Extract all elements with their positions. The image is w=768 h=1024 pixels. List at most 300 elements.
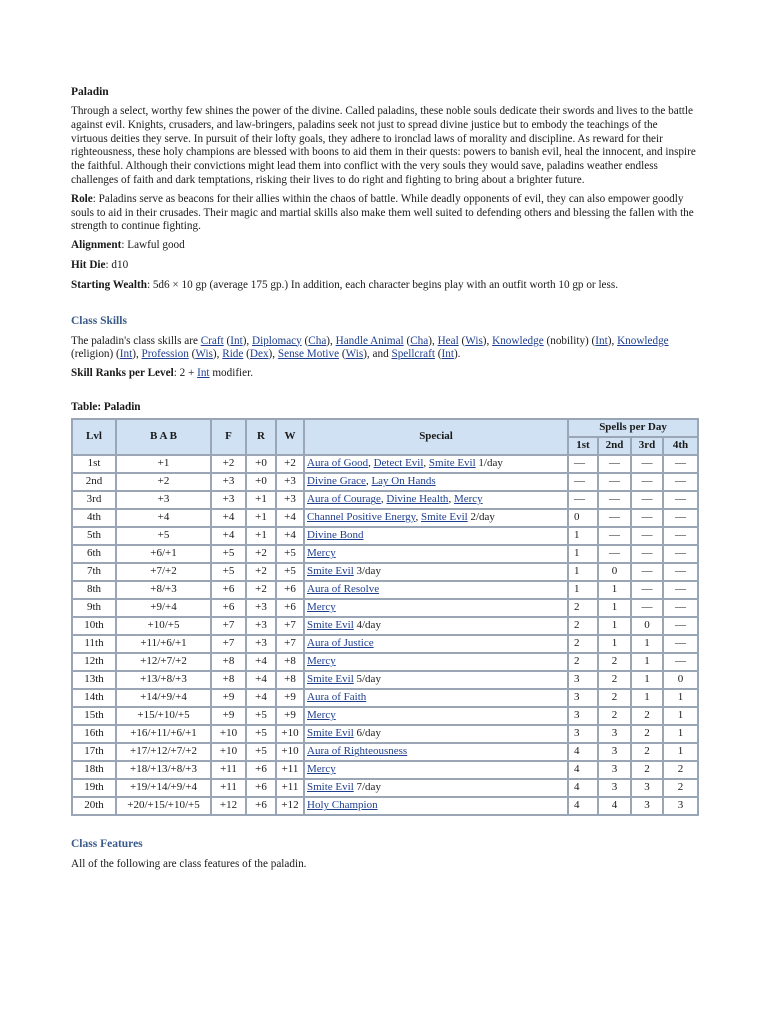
cell-ref: +2	[246, 545, 276, 563]
cell-spells-4th: 1	[663, 707, 698, 725]
cell-ref: +1	[246, 491, 276, 509]
cell-level: 16th	[72, 725, 116, 743]
cell-fort: +5	[211, 545, 246, 563]
ability-link-wis[interactable]: Wis	[465, 334, 483, 347]
cell-special	[304, 761, 568, 779]
table-body	[72, 455, 698, 815]
cell-will: +10	[276, 743, 304, 761]
special-text: ,	[380, 493, 387, 506]
cell-level: 20th	[72, 797, 116, 815]
cell-special	[304, 653, 568, 671]
cell-level: 17th	[72, 743, 116, 761]
cell-spells-3rd: —	[631, 491, 663, 509]
special-ability-link[interactable]: Aura of Courage	[307, 493, 381, 506]
skill-ranks-line	[71, 367, 697, 381]
cell-spells-1st: 4	[568, 761, 598, 779]
cell-spells-4th: —	[663, 599, 698, 617]
header-bab: B A B	[116, 419, 211, 455]
skill-link-heal[interactable]: Heal	[437, 334, 459, 347]
special-text: ,	[368, 457, 374, 470]
cell-spells-1st: 1	[568, 563, 598, 581]
cell-spells-1st: —	[568, 491, 598, 509]
cell-spells-2nd: 3	[598, 779, 631, 797]
cell-special	[304, 455, 568, 473]
header-will: W	[276, 419, 304, 455]
cell-spells-4th: —	[663, 563, 698, 581]
cell-special	[304, 581, 568, 599]
cell-will: +11	[276, 779, 304, 797]
special-text: 7/day	[353, 781, 381, 794]
ability-link-dex[interactable]: Dex	[249, 348, 269, 361]
cell-spells-1st: 4	[568, 779, 598, 797]
cell-ref: +4	[246, 689, 276, 707]
cell-bab: +18/+13/+8/+3	[116, 761, 211, 779]
cell-spells-3rd: 1	[631, 635, 663, 653]
page-title: Paladin	[71, 86, 109, 98]
cell-ref: +3	[246, 635, 276, 653]
skill-link-handle-animal[interactable]: Handle Animal	[335, 334, 404, 347]
special-text: ,	[365, 475, 372, 488]
header-fort: F	[211, 419, 246, 455]
cell-bab: +8/+3	[116, 581, 211, 599]
skill-link-sense-motive[interactable]: Sense Motive	[277, 348, 340, 361]
cell-spells-3rd: —	[631, 509, 663, 527]
special-ability-link[interactable]: Aura of Justice	[307, 637, 374, 650]
special-ability-link[interactable]: Smite Evil	[307, 673, 354, 686]
cell-spells-2nd: —	[598, 527, 631, 545]
cell-spells-1st: 1	[568, 545, 598, 563]
cell-level: 5th	[72, 527, 116, 545]
class-skills-paragraph: The paladin's class skills are Craft (Int), Diplomacy (Cha), Handle Animal (Cha), Heal (Wis), Knowledge (nobility) (Int), Knowledge (religion) (Int), Profession (Wis), Ride (Dex), Sense Motive (Wis), and Spellcraft (Int).	[71, 334, 669, 361]
cell-spells-4th: —	[663, 527, 698, 545]
cell-fort: +12	[211, 797, 246, 815]
table-row	[72, 491, 698, 509]
cell-spells-4th: —	[663, 581, 698, 599]
cell-bab: +16/+11/+6/+1	[116, 725, 211, 743]
special-ability-link[interactable]: Divine Grace	[307, 475, 366, 488]
cell-level: 3rd	[72, 491, 116, 509]
class-skills-heading: Class Skills	[71, 314, 127, 327]
cell-level: 14th	[72, 689, 116, 707]
cell-special	[304, 545, 568, 563]
special-ability-link[interactable]: Detect Evil	[373, 457, 424, 470]
special-text: ,	[415, 511, 421, 524]
special-ability-link[interactable]: Smite Evil	[420, 511, 468, 524]
cell-spells-1st: 4	[568, 797, 598, 815]
cell-spells-2nd: —	[598, 491, 631, 509]
cell-fort: +7	[211, 617, 246, 635]
cell-special	[304, 707, 568, 725]
cell-spells-1st: 1	[568, 581, 598, 599]
cell-fort: +3	[211, 491, 246, 509]
cell-special	[304, 473, 568, 491]
cell-bab: +10/+5	[116, 617, 211, 635]
skills-end-text: ).	[453, 348, 461, 361]
table-row	[72, 743, 698, 761]
cell-spells-3rd: 2	[631, 725, 663, 743]
cell-fort: +4	[211, 509, 246, 527]
ability-link-cha[interactable]: Cha	[308, 334, 327, 347]
table-row	[72, 527, 698, 545]
cell-spells-2nd: 3	[598, 743, 631, 761]
cell-will: +12	[276, 797, 304, 815]
special-ability-link[interactable]: Mercy	[307, 709, 336, 722]
cell-spells-4th: 3	[663, 797, 698, 815]
cell-spells-3rd: —	[631, 455, 663, 473]
cell-will: +7	[276, 617, 304, 635]
cell-spells-1st: 2	[568, 599, 598, 617]
cell-spells-2nd: —	[598, 455, 631, 473]
special-ability-link[interactable]: Holy Champion	[307, 799, 378, 812]
cell-spells-2nd: 2	[598, 689, 631, 707]
cell-spells-1st: 3	[568, 689, 598, 707]
cell-special	[304, 779, 568, 797]
special-ability-link[interactable]: Aura of Righteousness	[307, 745, 408, 758]
skill-link-craft[interactable]: Craft	[200, 334, 224, 347]
skill-link-profession[interactable]: Profession	[141, 348, 189, 361]
cell-spells-4th: 1	[663, 743, 698, 761]
skill-ranks-label: Skill Ranks per Level	[71, 367, 174, 380]
cell-spells-2nd: 1	[598, 599, 631, 617]
cell-spells-3rd: 0	[631, 617, 663, 635]
cell-bab: +5	[116, 527, 211, 545]
cell-bab: +13/+8/+3	[116, 671, 211, 689]
cell-level: 9th	[72, 599, 116, 617]
special-text: ,	[423, 457, 429, 470]
alignment-label: Alignment	[71, 239, 122, 252]
skill-link-spellcraft[interactable]: Spellcraft	[391, 348, 435, 361]
cell-ref: +1	[246, 509, 276, 527]
cell-spells-2nd: 2	[598, 707, 631, 725]
header-spell-2nd: 2nd	[598, 437, 631, 455]
cell-spells-1st: 3	[568, 725, 598, 743]
cell-spells-2nd: 1	[598, 617, 631, 635]
table-row	[72, 689, 698, 707]
cell-special	[304, 797, 568, 815]
cell-fort: +10	[211, 725, 246, 743]
cell-special	[304, 491, 568, 509]
special-ability-link[interactable]: Aura of Resolve	[307, 583, 380, 596]
cell-spells-1st: 3	[568, 671, 598, 689]
cell-ref: +2	[246, 563, 276, 581]
cell-special	[304, 635, 568, 653]
ability-link-wis[interactable]: Wis	[345, 348, 364, 361]
table-row	[72, 617, 698, 635]
table-row	[72, 473, 698, 491]
cell-level: 2nd	[72, 473, 116, 491]
cell-ref: +5	[246, 743, 276, 761]
special-ability-link[interactable]: Smite Evil	[307, 565, 354, 578]
cell-will: +7	[276, 635, 304, 653]
header-lvl: Lvl	[72, 419, 116, 455]
starting-wealth-label: Starting Wealth	[71, 278, 147, 291]
header-spell-4th: 4th	[663, 437, 698, 455]
cell-spells-1st: 0	[568, 509, 598, 527]
cell-spells-1st: 2	[568, 653, 598, 671]
cell-level: 18th	[72, 761, 116, 779]
cell-fort: +9	[211, 689, 246, 707]
cell-spells-2nd: 1	[598, 581, 631, 599]
ability-link-int[interactable]: Int	[441, 348, 454, 361]
special-ability-link[interactable]: Mercy	[307, 547, 336, 560]
ability-link-cha[interactable]: Cha	[410, 334, 429, 347]
cell-spells-3rd: 3	[631, 797, 663, 815]
cell-ref: +6	[246, 761, 276, 779]
special-ability-link[interactable]: Mercy	[307, 655, 336, 668]
skills-intro-text: The paladin's class skills are	[71, 334, 201, 347]
special-ability-link[interactable]: Aura of Faith	[307, 691, 367, 704]
cell-fort: +10	[211, 743, 246, 761]
cell-will: +3	[276, 491, 304, 509]
cell-level: 13th	[72, 671, 116, 689]
cell-ref: +3	[246, 617, 276, 635]
cell-fort: +8	[211, 653, 246, 671]
special-ability-link[interactable]: Mercy	[307, 763, 336, 776]
table-row	[72, 671, 698, 689]
cell-spells-3rd: 1	[631, 653, 663, 671]
cell-spells-3rd: —	[631, 545, 663, 563]
cell-spells-2nd: —	[598, 509, 631, 527]
hit-die-label: Hit Die	[71, 258, 106, 271]
skill-link-ride[interactable]: Ride	[222, 348, 244, 361]
header-spell-3rd: 3rd	[631, 437, 663, 455]
special-ability-link[interactable]: Smite Evil	[307, 619, 354, 632]
cell-bab: +15/+10/+5	[116, 707, 211, 725]
cell-spells-3rd: —	[631, 527, 663, 545]
cell-special	[304, 725, 568, 743]
class-features-text: All of the following are class features of the paladin.	[71, 857, 307, 870]
special-ability-link[interactable]: Aura of Good	[307, 457, 369, 470]
cell-will: +8	[276, 671, 304, 689]
skills-religion-text: (religion) (	[71, 348, 120, 361]
cell-fort: +5	[211, 563, 246, 581]
cell-special	[304, 671, 568, 689]
cell-ref: +4	[246, 671, 276, 689]
header-ref: R	[246, 419, 276, 455]
cell-special	[304, 509, 568, 527]
special-ability-link[interactable]: Smite Evil	[428, 457, 476, 470]
cell-bab: +11/+6/+1	[116, 635, 211, 653]
cell-spells-4th: —	[663, 635, 698, 653]
cell-spells-4th: 2	[663, 761, 698, 779]
cell-spells-4th: —	[663, 653, 698, 671]
table-row	[72, 599, 698, 617]
cell-spells-1st: 4	[568, 743, 598, 761]
cell-spells-1st: —	[568, 473, 598, 491]
cell-bab: +3	[116, 491, 211, 509]
cell-will: +11	[276, 761, 304, 779]
skill-link-knowledge-religion[interactable]: Knowledge	[617, 334, 669, 347]
cell-will: +4	[276, 527, 304, 545]
ability-link-int[interactable]: Int	[595, 334, 608, 347]
ability-link-int[interactable]: Int	[197, 367, 210, 380]
cell-spells-1st: 2	[568, 635, 598, 653]
table-row	[72, 509, 698, 527]
special-ability-link[interactable]: Smite Evil	[307, 727, 354, 740]
table-row	[72, 563, 698, 581]
cell-fort: +7	[211, 635, 246, 653]
intro-paragraph: Through a select, worthy few shines the power of the divine. Called paladins, these noble souls dedicate their swords and lives to the battle against evil. Knights, crusaders, and law-bringers, paladins seek not just to spread divine justice but to embody the teachings of the virtuous deities they serve. In pursuit of their lofty goals, they adhere to ironclad laws of morality and discipline. As reward for their righteousness, these holy champions are blessed with boons to aid them in their quests: powers to banish evil, heal the innocent, and inspire the faithful. Although their convictions might lead them into conflict with the very souls they would save, paladins weather endless challenges of faith and dark temptations, risking their lives to do right and fighting to bring about a brighter future.	[71, 105, 696, 186]
cell-spells-4th: 1	[663, 689, 698, 707]
cell-spells-4th: —	[663, 509, 698, 527]
cell-bab: +14/+9/+4	[116, 689, 211, 707]
header-special: Special	[304, 419, 568, 455]
cell-fort: +11	[211, 779, 246, 797]
skill-ranks-suffix: modifier.	[209, 367, 254, 380]
skill-link-diplomacy[interactable]: Diplomacy	[252, 334, 302, 347]
cell-bab: +20/+15/+10/+5	[116, 797, 211, 815]
cell-will: +4	[276, 509, 304, 527]
cell-spells-4th: —	[663, 473, 698, 491]
cell-spells-4th: 2	[663, 779, 698, 797]
cell-bab: +7/+2	[116, 563, 211, 581]
role-text: : Paladins serve as beacons for their allies within the chaos of battle. While deadly opponents of evil, they can also empower goodly souls to aid in their crusades. Their magic and martial skills also make them well suited to defending others and blessing the fallen with the strength to continue fighting.	[71, 192, 694, 233]
skill-link-knowledge-nobility[interactable]: Knowledge	[492, 334, 544, 347]
cell-will: +6	[276, 599, 304, 617]
cell-spells-2nd: —	[598, 545, 631, 563]
cell-spells-2nd: 3	[598, 725, 631, 743]
special-text: 4/day	[353, 619, 381, 632]
cell-fort: +11	[211, 761, 246, 779]
alignment-text: : Lawful good	[121, 239, 185, 252]
special-text: 6/day	[353, 727, 381, 740]
cell-spells-4th: —	[663, 455, 698, 473]
starting-wealth-text: : 5d6 × 10 gp (average 175 gp.) In addition, each character begins play with an outfit worth 10 gp or less.	[146, 278, 619, 291]
cell-spells-3rd: 2	[631, 743, 663, 761]
alignment-line	[71, 239, 697, 253]
special-text: 1/day	[475, 457, 503, 470]
cell-spells-3rd: 1	[631, 671, 663, 689]
special-ability-link[interactable]: Mercy	[453, 493, 483, 506]
cell-spells-1st: 2	[568, 617, 598, 635]
cell-spells-3rd: —	[631, 599, 663, 617]
skill-ranks-prefix: : 2 +	[173, 367, 198, 380]
table-caption: Table: Paladin	[71, 400, 141, 413]
cell-special	[304, 563, 568, 581]
cell-spells-3rd: 1	[631, 689, 663, 707]
cell-spells-2nd: 3	[598, 761, 631, 779]
cell-special	[304, 617, 568, 635]
cell-spells-2nd: 4	[598, 797, 631, 815]
cell-level: 6th	[72, 545, 116, 563]
cell-will: +10	[276, 725, 304, 743]
cell-fort: +3	[211, 473, 246, 491]
cell-will: +9	[276, 689, 304, 707]
table-row	[72, 797, 698, 815]
cell-special	[304, 689, 568, 707]
cell-fort: +6	[211, 581, 246, 599]
special-ability-link[interactable]: Smite Evil	[307, 781, 354, 794]
paladin-table	[71, 418, 699, 816]
skills-nobility-text: (nobility) (	[543, 334, 596, 347]
cell-fort: +9	[211, 707, 246, 725]
role-paragraph	[71, 193, 697, 234]
table-row	[72, 581, 698, 599]
header-spell-1st: 1st	[568, 437, 598, 455]
special-text: ,	[448, 493, 454, 506]
cell-level: 1st	[72, 455, 116, 473]
special-ability-link[interactable]: Divine Health	[386, 493, 449, 506]
cell-bab: +17/+12/+7/+2	[116, 743, 211, 761]
cell-ref: +6	[246, 779, 276, 797]
cell-bab: +12/+7/+2	[116, 653, 211, 671]
special-ability-link[interactable]: Mercy	[307, 601, 336, 614]
cell-ref: +4	[246, 653, 276, 671]
cell-fort: +8	[211, 671, 246, 689]
cell-level: 7th	[72, 563, 116, 581]
ability-link-int[interactable]: Int	[230, 334, 243, 347]
cell-special	[304, 527, 568, 545]
special-text: 2/day	[467, 511, 495, 524]
table-row	[72, 707, 698, 725]
skills-and-text: ), and	[363, 348, 392, 361]
cell-spells-2nd: 2	[598, 653, 631, 671]
cell-will: +6	[276, 581, 304, 599]
special-ability-link[interactable]: Divine Bond	[307, 529, 364, 542]
special-ability-link[interactable]: Channel Positive Energy	[307, 511, 416, 524]
cell-bab: +9/+4	[116, 599, 211, 617]
cell-level: 4th	[72, 509, 116, 527]
ability-link-wis[interactable]: Wis	[195, 348, 213, 361]
role-label: Role	[71, 192, 93, 205]
starting-wealth-line	[71, 279, 697, 293]
table-row	[72, 635, 698, 653]
table-row	[72, 455, 698, 473]
cell-spells-4th: 1	[663, 725, 698, 743]
table-row	[72, 761, 698, 779]
cell-spells-4th: —	[663, 545, 698, 563]
cell-spells-4th: —	[663, 617, 698, 635]
hit-die-text: : d10	[105, 258, 129, 271]
cell-level: 8th	[72, 581, 116, 599]
cell-spells-4th: —	[663, 491, 698, 509]
cell-spells-3rd: —	[631, 563, 663, 581]
cell-will: +5	[276, 563, 304, 581]
table-row	[72, 779, 698, 797]
hit-die-line	[71, 259, 697, 273]
cell-spells-4th: 0	[663, 671, 698, 689]
cell-ref: +5	[246, 707, 276, 725]
cell-will: +3	[276, 473, 304, 491]
ability-link-int[interactable]: Int	[119, 348, 133, 361]
special-text: 5/day	[353, 673, 381, 686]
cell-spells-2nd: —	[598, 473, 631, 491]
cell-spells-3rd: —	[631, 581, 663, 599]
cell-bab: +4	[116, 509, 211, 527]
cell-spells-3rd: 3	[631, 779, 663, 797]
cell-fort: +6	[211, 599, 246, 617]
cell-ref: +3	[246, 599, 276, 617]
cell-spells-3rd: 2	[631, 707, 663, 725]
cell-will: +5	[276, 545, 304, 563]
cell-spells-2nd: 2	[598, 671, 631, 689]
cell-will: +8	[276, 653, 304, 671]
special-ability-link[interactable]: Lay On Hands	[371, 475, 436, 488]
cell-ref: +2	[246, 581, 276, 599]
cell-special	[304, 599, 568, 617]
cell-spells-1st: 3	[568, 707, 598, 725]
cell-ref: +5	[246, 725, 276, 743]
cell-spells-1st: —	[568, 455, 598, 473]
cell-level: 12th	[72, 653, 116, 671]
table-row	[72, 545, 698, 563]
cell-ref: +6	[246, 797, 276, 815]
cell-level: 11th	[72, 635, 116, 653]
cell-spells-3rd: 2	[631, 761, 663, 779]
cell-bab: +6/+1	[116, 545, 211, 563]
header-spells-per-day: Spells per Day	[568, 419, 698, 437]
cell-level: 19th	[72, 779, 116, 797]
